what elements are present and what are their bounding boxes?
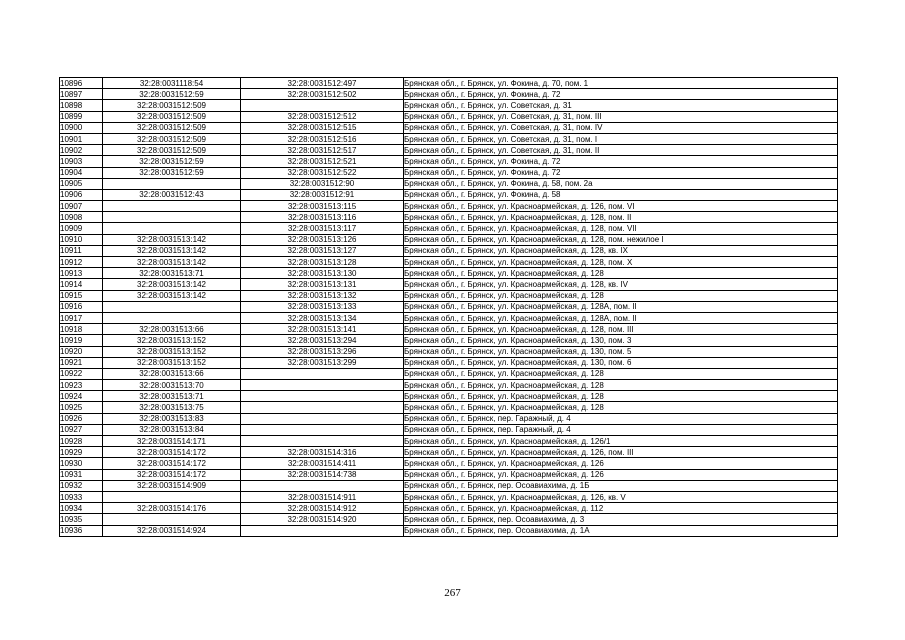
address-cell: Брянская обл., г. Брянск, ул. Советская, д. 31, пом. III [404, 111, 838, 122]
address-cell: Брянская обл., г. Брянск, пер. Гаражный, д. 4 [404, 413, 838, 424]
address-cell: Брянская обл., г. Брянск, ул. Красноармейская, д. 126/1 [404, 436, 838, 447]
cadastral-number-cell: 32:28:0031512:90 [241, 178, 404, 189]
parent-cadastral-number-cell: 32:28:0031513:142 [103, 279, 241, 290]
parent-cadastral-number-cell: 32:28:0031513:142 [103, 290, 241, 301]
row-number-cell: 10906 [60, 189, 103, 200]
cadastral-number-cell: 32:28:0031512:522 [241, 167, 404, 178]
parent-cadastral-number-cell: 32:28:0031513:75 [103, 402, 241, 413]
address-cell: Брянская обл., г. Брянск, ул. Фокина, д. 70, пом. 1 [404, 78, 838, 89]
address-cell: Брянская обл., г. Брянск, ул. Красноармейская, д. 128А, пом. II [404, 301, 838, 312]
parent-cadastral-number-cell: 32:28:0031513:66 [103, 368, 241, 379]
cadastral-number-cell: 32:28:0031514:411 [241, 458, 404, 469]
cadastral-number-cell: 32:28:0031512:91 [241, 189, 404, 200]
row-number-cell: 10929 [60, 447, 103, 458]
cadastral-number-cell: 32:28:0031514:911 [241, 491, 404, 502]
cadastral-number-cell: 32:28:0031513:296 [241, 346, 404, 357]
parent-cadastral-number-cell: 32:28:0031513:71 [103, 391, 241, 402]
row-number-cell: 10907 [60, 201, 103, 212]
parent-cadastral-number-cell: 32:28:0031513:152 [103, 357, 241, 368]
address-cell: Брянская обл., г. Брянск, ул. Красноармейская, д. 126 [404, 458, 838, 469]
row-number-cell: 10908 [60, 212, 103, 223]
table-row [60, 357, 838, 368]
registry-table-body [60, 78, 838, 537]
table-row [60, 491, 838, 502]
parent-cadastral-number-cell: 32:28:0031513:142 [103, 257, 241, 268]
parent-cadastral-number-cell: 32:28:0031118:54 [103, 78, 241, 89]
table-row [60, 458, 838, 469]
address-cell: Брянская обл., г. Брянск, ул. Красноармейская, д. 128, пом. II [404, 212, 838, 223]
parent-cadastral-number-cell: 32:28:0031512:509 [103, 100, 241, 111]
parent-cadastral-number-cell: 32:28:0031514:909 [103, 480, 241, 491]
cadastral-number-cell: 32:28:0031513:294 [241, 335, 404, 346]
address-cell: Брянская обл., г. Брянск, ул. Красноармейская, д. 128, кв. IV [404, 279, 838, 290]
cadastral-number-cell: 32:28:0031512:521 [241, 156, 404, 167]
row-number-cell: 10917 [60, 312, 103, 323]
parent-cadastral-number-cell: 32:28:0031513:152 [103, 346, 241, 357]
address-cell: Брянская обл., г. Брянск, ул. Красноармейская, д. 128А, пом. II [404, 312, 838, 323]
row-number-cell: 10921 [60, 357, 103, 368]
parent-cadastral-number-cell: 32:28:0031514:172 [103, 469, 241, 480]
address-cell: Брянская обл., г. Брянск, пер. Осоавиахима, д. 3 [404, 514, 838, 525]
row-number-cell: 10909 [60, 223, 103, 234]
row-number-cell: 10932 [60, 480, 103, 491]
row-number-cell: 10933 [60, 491, 103, 502]
address-cell: Брянская обл., г. Брянск, ул. Фокина, д. 58, пом. 2а [404, 178, 838, 189]
address-cell: Брянская обл., г. Брянск, ул. Фокина, д. 72 [404, 167, 838, 178]
row-number-cell: 10910 [60, 234, 103, 245]
parent-cadastral-number-cell: 32:28:0031513:83 [103, 413, 241, 424]
row-number-cell: 10918 [60, 324, 103, 335]
cadastral-number-cell: 32:28:0031513:299 [241, 357, 404, 368]
table-row [60, 391, 838, 402]
cadastral-number-cell: 32:28:0031512:512 [241, 111, 404, 122]
cadastral-number-cell: 32:28:0031514:920 [241, 514, 404, 525]
cadastral-number-cell: 32:28:0031513:141 [241, 324, 404, 335]
table-row [60, 480, 838, 491]
address-cell: Брянская обл., г. Брянск, ул. Красноармейская, д. 128, кв. IX [404, 245, 838, 256]
row-number-cell: 10935 [60, 514, 103, 525]
row-number-cell: 10925 [60, 402, 103, 413]
table-row [60, 268, 838, 279]
row-number-cell: 10898 [60, 100, 103, 111]
cadastral-number-cell [241, 391, 404, 402]
table-row [60, 223, 838, 234]
row-number-cell: 10912 [60, 257, 103, 268]
table-row [60, 245, 838, 256]
address-cell: Брянская обл., г. Брянск, ул. Красноармейская, д. 128 [404, 402, 838, 413]
cadastral-number-cell: 32:28:0031513:134 [241, 312, 404, 323]
cadastral-number-cell [241, 402, 404, 413]
address-cell: Брянская обл., г. Брянск, ул. Красноармейская, д. 126, кв. V [404, 491, 838, 502]
row-number-cell: 10916 [60, 301, 103, 312]
address-cell: Брянская обл., г. Брянск, ул. Красноармейская, д. 126, пом. VI [404, 201, 838, 212]
table-row [60, 145, 838, 156]
address-cell: Брянская обл., г. Брянск, ул. Фокина, д. 72 [404, 156, 838, 167]
parent-cadastral-number-cell: 32:28:0031512:509 [103, 133, 241, 144]
parent-cadastral-number-cell [103, 312, 241, 323]
row-number-cell: 10920 [60, 346, 103, 357]
table-row [60, 212, 838, 223]
table-row [60, 189, 838, 200]
parent-cadastral-number-cell [103, 223, 241, 234]
cadastral-number-cell: 32:28:0031513:130 [241, 268, 404, 279]
row-number-cell: 10923 [60, 380, 103, 391]
address-cell: Брянская обл., г. Брянск, ул. Советская, д. 31, пом. II [404, 145, 838, 156]
parent-cadastral-number-cell: 32:28:0031513:66 [103, 324, 241, 335]
address-cell: Брянская обл., г. Брянск, ул. Красноармейская, д. 130, пом. 3 [404, 335, 838, 346]
cadastral-number-cell: 32:28:0031513:127 [241, 245, 404, 256]
table-row [60, 133, 838, 144]
address-cell: Брянская обл., г. Брянск, ул. Советская, д. 31, пом. I [404, 133, 838, 144]
row-number-cell: 10926 [60, 413, 103, 424]
row-number-cell: 10901 [60, 133, 103, 144]
cadastral-number-cell [241, 480, 404, 491]
row-number-cell: 10934 [60, 503, 103, 514]
cadastral-number-cell: 32:28:0031513:116 [241, 212, 404, 223]
row-number-cell: 10897 [60, 89, 103, 100]
parent-cadastral-number-cell: 32:28:0031513:84 [103, 424, 241, 435]
table-row [60, 469, 838, 480]
table-row [60, 78, 838, 89]
address-cell: Брянская обл., г. Брянск, ул. Красноармейская, д. 112 [404, 503, 838, 514]
cadastral-number-cell: 32:28:0031512:516 [241, 133, 404, 144]
address-cell: Брянская обл., г. Брянск, ул. Красноармейская, д. 128, пом. X [404, 257, 838, 268]
address-cell: Брянская обл., г. Брянск, ул. Красноармейская, д. 130, пом. 5 [404, 346, 838, 357]
table-row [60, 100, 838, 111]
address-cell: Брянская обл., г. Брянск, ул. Красноармейская, д. 126, пом. III [404, 447, 838, 458]
address-cell: Брянская обл., г. Брянск, ул. Красноармейская, д. 128 [404, 368, 838, 379]
address-cell: Брянская обл., г. Брянск, ул. Красноармейская, д. 128 [404, 290, 838, 301]
address-cell: Брянская обл., г. Брянск, ул. Красноармейская, д. 128 [404, 268, 838, 279]
address-cell: Брянская обл., г. Брянск, ул. Красноармейская, д. 128, пом. VII [404, 223, 838, 234]
address-cell: Брянская обл., г. Брянск, ул. Советская, д. 31, пом. IV [404, 122, 838, 133]
table-row [60, 257, 838, 268]
table-row [60, 111, 838, 122]
parent-cadastral-number-cell [103, 212, 241, 223]
table-row [60, 167, 838, 178]
table-row [60, 335, 838, 346]
address-cell: Брянская обл., г. Брянск, пер. Осоавиахима, д. 1А [404, 525, 838, 536]
parent-cadastral-number-cell: 32:28:0031514:172 [103, 458, 241, 469]
parent-cadastral-number-cell: 32:28:0031514:176 [103, 503, 241, 514]
cadastral-number-cell: 32:28:0031513:126 [241, 234, 404, 245]
address-cell: Брянская обл., г. Брянск, ул. Красноармейская, д. 128 [404, 380, 838, 391]
table-row [60, 424, 838, 435]
cadastral-number-cell: 32:28:0031513:132 [241, 290, 404, 301]
table-row [60, 525, 838, 536]
parent-cadastral-number-cell: 32:28:0031512:509 [103, 145, 241, 156]
row-number-cell: 10928 [60, 436, 103, 447]
row-number-cell: 10914 [60, 279, 103, 290]
address-cell: Брянская обл., г. Брянск, ул. Красноармейская, д. 128, пом. III [404, 324, 838, 335]
address-cell: Брянская обл., г. Брянск, пер. Гаражный, д. 4 [404, 424, 838, 435]
parent-cadastral-number-cell [103, 514, 241, 525]
row-number-cell: 10922 [60, 368, 103, 379]
table-row [60, 503, 838, 514]
cadastral-number-cell [241, 413, 404, 424]
cadastral-number-cell: 32:28:0031513:128 [241, 257, 404, 268]
cadastral-number-cell: 32:28:0031514:316 [241, 447, 404, 458]
parent-cadastral-number-cell: 32:28:0031513:152 [103, 335, 241, 346]
table-row [60, 413, 838, 424]
row-number-cell: 10936 [60, 525, 103, 536]
cadastral-number-cell: 32:28:0031512:502 [241, 89, 404, 100]
parent-cadastral-number-cell: 32:28:0031512:509 [103, 111, 241, 122]
row-number-cell: 10896 [60, 78, 103, 89]
cadastral-number-cell: 32:28:0031513:133 [241, 301, 404, 312]
address-cell: Брянская обл., г. Брянск, ул. Советская, д. 31 [404, 100, 838, 111]
table-row [60, 122, 838, 133]
parent-cadastral-number-cell [103, 201, 241, 212]
cadastral-number-cell [241, 380, 404, 391]
table-row [60, 368, 838, 379]
cadastral-number-cell: 32:28:0031513:117 [241, 223, 404, 234]
table-row [60, 89, 838, 100]
parent-cadastral-number-cell: 32:28:0031514:172 [103, 447, 241, 458]
cadastral-number-cell [241, 368, 404, 379]
row-number-cell: 10913 [60, 268, 103, 279]
address-cell: Брянская обл., г. Брянск, ул. Красноармейская, д. 126 [404, 469, 838, 480]
cadastral-number-cell: 32:28:0031514:738 [241, 469, 404, 480]
table-row [60, 312, 838, 323]
table-row [60, 279, 838, 290]
cadastral-number-cell: 32:28:0031514:912 [241, 503, 404, 514]
registry-table [59, 77, 838, 537]
row-number-cell: 10900 [60, 122, 103, 133]
cadastral-number-cell [241, 525, 404, 536]
parent-cadastral-number-cell: 32:28:0031512:59 [103, 89, 241, 100]
row-number-cell: 10911 [60, 245, 103, 256]
table-row [60, 178, 838, 189]
parent-cadastral-number-cell [103, 301, 241, 312]
row-number-cell: 10903 [60, 156, 103, 167]
parent-cadastral-number-cell [103, 178, 241, 189]
parent-cadastral-number-cell: 32:28:0031512:59 [103, 156, 241, 167]
row-number-cell: 10902 [60, 145, 103, 156]
row-number-cell: 10905 [60, 178, 103, 189]
address-cell: Брянская обл., г. Брянск, ул. Красноармейская, д. 128 [404, 391, 838, 402]
address-cell: Брянская обл., г. Брянск, ул. Фокина, д. 72 [404, 89, 838, 100]
table-row [60, 156, 838, 167]
table-row [60, 346, 838, 357]
cadastral-number-cell: 32:28:0031512:497 [241, 78, 404, 89]
table-row [60, 402, 838, 413]
table-row [60, 290, 838, 301]
table-row [60, 201, 838, 212]
address-cell: Брянская обл., г. Брянск, ул. Фокина, д. 58 [404, 189, 838, 200]
parent-cadastral-number-cell: 32:28:0031512:43 [103, 189, 241, 200]
table-row [60, 301, 838, 312]
table-row [60, 324, 838, 335]
row-number-cell: 10904 [60, 167, 103, 178]
address-cell: Брянская обл., г. Брянск, пер. Осоавиахима, д. 1Б [404, 480, 838, 491]
table-row [60, 234, 838, 245]
table-row [60, 380, 838, 391]
cadastral-number-cell: 32:28:0031512:517 [241, 145, 404, 156]
parent-cadastral-number-cell: 32:28:0031514:924 [103, 525, 241, 536]
parent-cadastral-number-cell: 32:28:0031514:171 [103, 436, 241, 447]
parent-cadastral-number-cell: 32:28:0031513:142 [103, 245, 241, 256]
row-number-cell: 10931 [60, 469, 103, 480]
page-number: 267 [444, 587, 461, 599]
row-number-cell: 10930 [60, 458, 103, 469]
table-row [60, 436, 838, 447]
parent-cadastral-number-cell: 32:28:0031513:142 [103, 234, 241, 245]
table-row [60, 514, 838, 525]
parent-cadastral-number-cell: 32:28:0031512:59 [103, 167, 241, 178]
parent-cadastral-number-cell [103, 491, 241, 502]
parent-cadastral-number-cell: 32:28:0031512:509 [103, 122, 241, 133]
address-cell: Брянская обл., г. Брянск, ул. Красноармейская, д. 128, пом. нежилое I [404, 234, 838, 245]
row-number-cell: 10919 [60, 335, 103, 346]
parent-cadastral-number-cell: 32:28:0031513:71 [103, 268, 241, 279]
cadastral-number-cell [241, 424, 404, 435]
row-number-cell: 10927 [60, 424, 103, 435]
table-row [60, 447, 838, 458]
parent-cadastral-number-cell: 32:28:0031513:70 [103, 380, 241, 391]
cadastral-number-cell [241, 100, 404, 111]
cadastral-number-cell: 32:28:0031512:515 [241, 122, 404, 133]
cadastral-number-cell: 32:28:0031513:131 [241, 279, 404, 290]
row-number-cell: 10915 [60, 290, 103, 301]
cadastral-number-cell: 32:28:0031513:115 [241, 201, 404, 212]
row-number-cell: 10899 [60, 111, 103, 122]
cadastral-number-cell [241, 436, 404, 447]
address-cell: Брянская обл., г. Брянск, ул. Красноармейская, д. 130, пом. 6 [404, 357, 838, 368]
row-number-cell: 10924 [60, 391, 103, 402]
